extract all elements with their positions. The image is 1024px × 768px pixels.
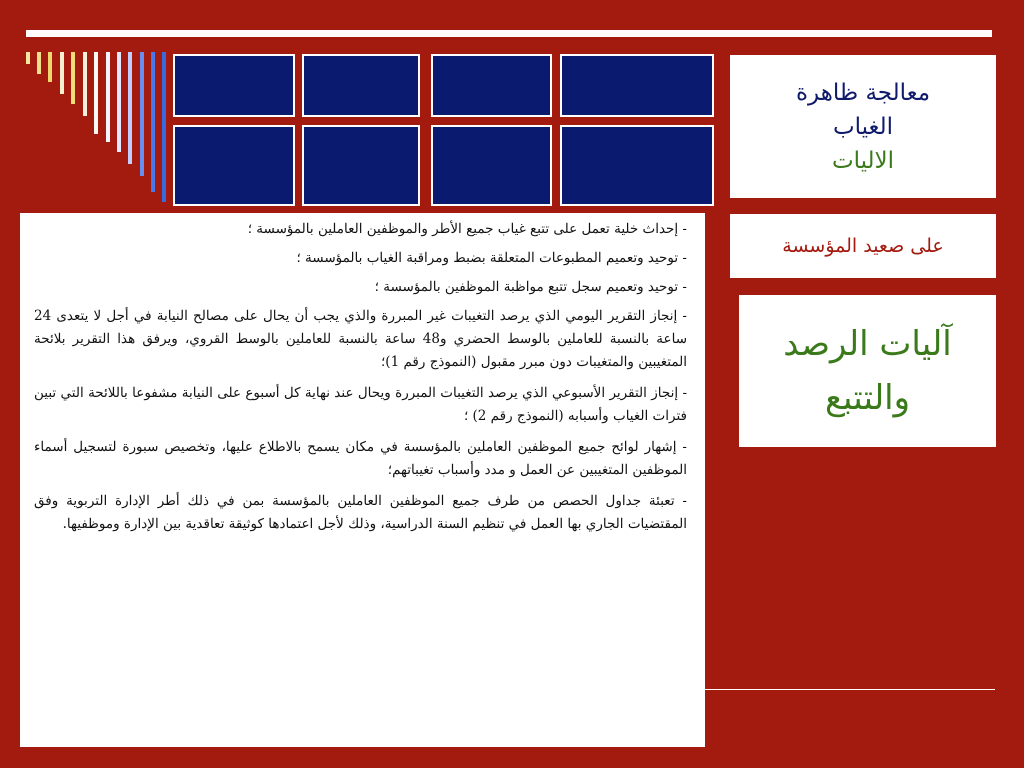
bottom-rule (705, 689, 995, 690)
list-item: - إشهار لوائح جميع الموظفين العاملين بالمؤسسة في مكان يسمح بالاطلاع عليها، وتخصيص سبورة لتسجيل أسماء الموظفين المتغيبين عن العمل و مدد وأسباب تغيباتهم؛ (34, 439, 687, 478)
subtitle-box (730, 214, 996, 278)
stripe (37, 52, 41, 74)
stripe (128, 52, 132, 164)
subtitle: على صعيد المؤسسة (782, 235, 944, 257)
list-item: - توحيد وتعميم المطبوعات المتعلقة بضبط ومراقبة الغياب بالمؤسسة ؛ (296, 250, 687, 266)
heading-line-2: والتتبع (824, 378, 911, 418)
stripe (151, 52, 155, 192)
tile (173, 54, 295, 117)
stripe (60, 52, 64, 94)
content-panel (20, 213, 705, 747)
list-item: - إحداث خلية تعمل على تتبع غياب جميع الأطر والموظفين العاملين بالمؤسسة ؛ (247, 221, 687, 237)
stripe (140, 52, 144, 176)
stripe (94, 52, 98, 134)
stripe (106, 52, 110, 142)
tile (302, 125, 420, 206)
title-box (730, 55, 996, 198)
title-line-1: معالجة ظاهرة (795, 79, 931, 106)
top-rule (26, 30, 992, 37)
title-line-2: الغياب (832, 113, 894, 140)
list-item: - إنجاز التقرير الأسبوعي الذي يرصد التغيبات المبررة ويحال عند نهاية كل أسبوع على النيابة مشفوعا باللائحة التي تبين فترات الغياب وأسبابه (النموذج رقم 2) ؛ (34, 385, 687, 424)
list-item: - إنجاز التقرير اليومي الذي يرصد التغيبات غير المبررة والذي يجب أن يحال على مصالح النيابة في أجل لا يتعدى 24 ساعة بالنسبة للعاملين بالوسط الحضري و48 ساعة بالنسبة للعاملين بالوسط القروي، ويرفق هذا التقرير بلائحة المتغيبين والمتغيبات دون مبرر مقبول (النموذج رقم 1)؛ (34, 308, 687, 370)
list-item: - تعبئة جداول الحصص من طرف جميع الموظفين العاملين بالمؤسسة بمن في ذلك أطر الإدارة التربوية وفق المقتضيات الجاري بها العمل في تنظيم السنة الدراسية، وذلك لأجل اعتمادها كوثيقة تعاقدية بين الإدارة وموظفيها. (34, 493, 687, 532)
tile (560, 54, 714, 117)
stripe (71, 52, 75, 104)
tile (173, 125, 295, 206)
stripe (48, 52, 52, 82)
list-item: - توحيد وتعميم سجل تتبع مواظبة الموظفين بالمؤسسة ؛ (374, 279, 687, 295)
stripe (162, 52, 166, 202)
tile (431, 125, 552, 206)
heading-box (739, 295, 996, 447)
stripe (117, 52, 121, 152)
tile (431, 54, 552, 117)
stripe (83, 52, 87, 116)
title-line-3: الاليات (831, 147, 895, 174)
heading-line-1: آليات الرصد (783, 324, 952, 364)
tile (302, 54, 420, 117)
tile (560, 125, 714, 206)
stripe (26, 52, 30, 64)
